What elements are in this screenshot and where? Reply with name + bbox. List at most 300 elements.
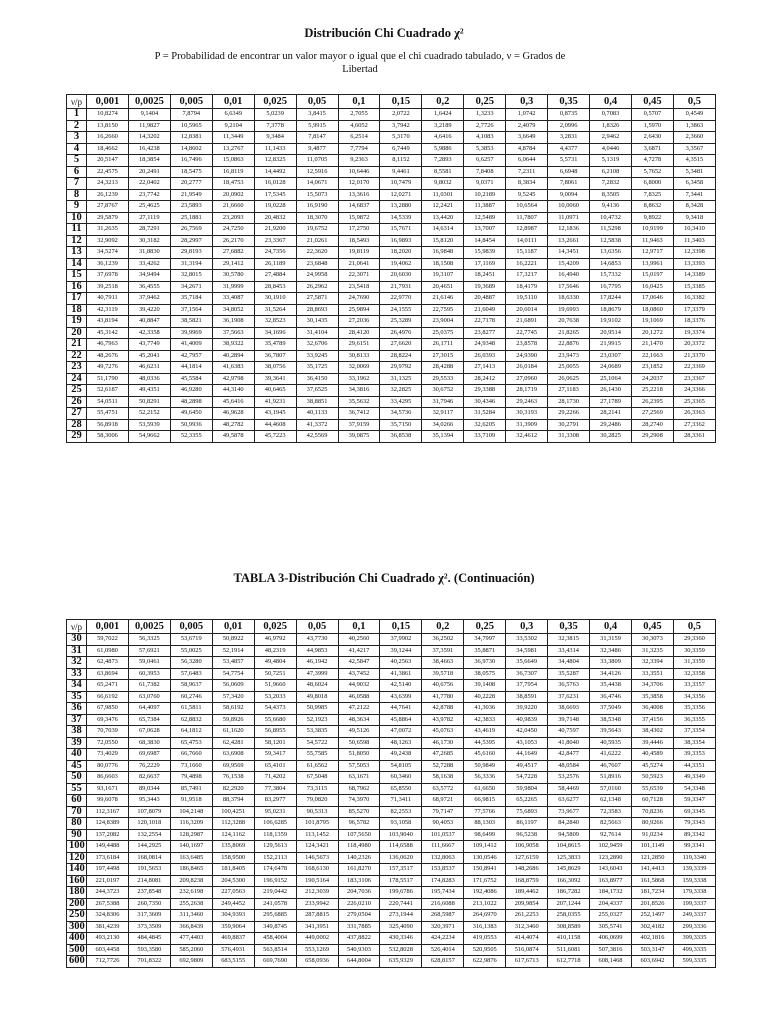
chi-square-value-cell: 42,0450 [506,726,548,738]
table-row [67,910,716,922]
chi-square-value-cell: 712,7726 [87,956,129,968]
degrees-of-freedom-cell: 27 [67,408,87,420]
chi-square-value-cell: 85,5270 [338,806,380,818]
chi-square-value-cell: 5,5731 [548,155,590,167]
chi-square-value-cell: 29,2908 [631,431,673,443]
chi-square-value-cell: 5,7652 [631,166,673,178]
chi-square-value-cell: 19,0228 [254,201,296,213]
chi-square-value-cell: 493,2130 [87,933,129,945]
chi-square-value-cell: 35,6649 [506,657,548,669]
chi-square-value-cell: 304,9393 [212,910,254,922]
chi-square-value-cell: 27,2569 [631,408,673,420]
chi-square-value-cell: 35,8871 [464,645,506,657]
chi-square-value-cell: 33,4262 [128,258,170,270]
chi-square-value-cell: 2,7055 [338,109,380,121]
chi-square-value-cell: 5,9886 [422,143,464,155]
chi-square-value-cell: 658,0936 [296,956,338,968]
chi-square-value-cell: 28,2740 [631,419,673,431]
chi-square-value-cell: 0,5707 [631,109,673,121]
chi-square-value-cell: 469,8837 [212,933,254,945]
chi-square-value-cell: 32,6205 [464,419,506,431]
chi-square-value-cell: 585,2060 [170,944,212,956]
chi-square-value-cell: 47,3999 [296,668,338,680]
chi-square-value-cell: 12,0271 [380,189,422,201]
chi-square-value-cell: 7,8794 [170,109,212,121]
chi-square-value-cell: 59,9804 [506,783,548,795]
chi-square-value-cell: 437,8822 [338,933,380,945]
chi-square-value-cell: 53,6719 [170,634,212,646]
chi-square-value-cell: 61,7382 [128,680,170,692]
chi-square-value-cell: 18,6330 [548,293,590,305]
chi-square-value-cell: 91,9518 [170,795,212,807]
header-p-value: 0,3 [506,620,548,634]
chi-square-value-cell: 103,9040 [380,829,422,841]
chi-square-value-cell: 526,4014 [422,944,464,956]
chi-square-value-cell: 141,4413 [631,864,673,876]
chi-square-value-cell: 82,6637 [128,772,170,784]
chi-square-value-cell: 40,5935 [590,737,632,749]
chi-square-value-cell: 10,3410 [673,224,715,236]
chi-square-value-cell: 37,6231 [548,691,590,703]
chi-square-value-cell: 89,0344 [128,783,170,795]
chi-square-value-cell: 34,0266 [422,419,464,431]
table-row [67,316,716,328]
chi-square-value-cell: 40,8847 [128,316,170,328]
chi-square-value-cell: 44,1649 [506,749,548,761]
chi-square-value-cell: 15,1187 [506,247,548,259]
chi-square-value-cell: 23,3367 [254,235,296,247]
chi-square-value-cell: 73,3115 [296,783,338,795]
chi-square-value-cell: 50,9985 [296,703,338,715]
chi-square-value-cell: 22,0402 [128,178,170,190]
chi-square-value-cell: 58,4469 [548,783,590,795]
chi-square-value-cell: 232,6198 [170,887,212,899]
header-p-value: 0,5 [673,95,715,109]
chi-square-value-cell: 82,5663 [590,818,632,830]
chi-square-value-cell: 28,2412 [464,373,506,385]
chi-square-value-cell: 27,3362 [673,419,715,431]
chi-square-value-cell: 12,5489 [464,212,506,224]
chi-square-value-cell: 32,2825 [380,385,422,397]
chi-square-value-cell: 35,1725 [296,362,338,374]
chi-square-value-cell: 65,2471 [87,680,129,692]
chi-square-value-cell: 42,5569 [296,431,338,443]
chi-square-value-cell: 26,0184 [506,362,548,374]
header-p-value: 0,45 [631,620,673,634]
degrees-of-freedom-cell: 17 [67,293,87,305]
chi-square-value-cell: 7,2893 [422,155,464,167]
chi-square-value-cell: 10,6446 [338,166,380,178]
chi-square-value-cell: 16,9848 [422,247,464,259]
chi-square-value-cell: 44,9853 [296,645,338,657]
chi-square-value-cell: 98,6499 [464,829,506,841]
chi-square-value-cell: 201,8526 [631,898,673,910]
chi-square-value-cell: 22,1663 [631,350,673,362]
chi-square-value-cell: 150,8941 [464,864,506,876]
header-p-value: 0,005 [170,95,212,109]
chi-square-value-cell: 23,1852 [631,362,673,374]
chi-square-value-cell: 8,3834 [506,178,548,190]
table-row [67,657,716,669]
chi-square-value-cell: 27,1413 [464,362,506,374]
chi-square-value-cell: 1,5970 [631,120,673,132]
chi-square-value-cell: 13,8150 [87,120,129,132]
chi-square-value-cell: 31,8830 [128,247,170,259]
chi-square-value-cell: 34,2671 [170,281,212,293]
chi-square-value-cell: 34,5274 [87,247,129,259]
chi-square-value-cell: 252,1497 [631,910,673,922]
chi-square-value-cell: 56,3280 [170,657,212,669]
chi-square-value-cell: 49,2438 [380,749,422,761]
chi-square-value-cell: 7,8408 [464,166,506,178]
header-p-value: 0,005 [170,620,212,634]
chi-square-value-cell: 42,9798 [212,373,254,385]
chi-square-value-cell: 15,0863 [212,155,254,167]
chi-square-value-cell: 9,8922 [631,212,673,224]
chi-square-value-cell: 58,9637 [170,680,212,692]
chi-square-value-cell: 190,5164 [296,875,338,887]
degrees-of-freedom-cell: 15 [67,270,87,282]
chi-square-value-cell: 27,1183 [548,385,590,397]
chi-square-value-cell: 104,8615 [548,841,590,853]
chi-square-value-cell: 23,9004 [422,316,464,328]
chi-square-value-cell: 48,6024 [296,680,338,692]
chi-square-value-cell: 0,8735 [548,109,590,121]
header-p-value: 0,4 [590,95,632,109]
chi-square-value-cell: 25,1881 [170,212,212,224]
chi-square-value-cell: 18,4753 [212,178,254,190]
chi-square-value-cell: 38,8851 [296,396,338,408]
chi-square-value-cell: 38,6693 [548,703,590,715]
chi-square-value-cell: 17,5345 [254,189,296,201]
degrees-of-freedom-cell: 19 [67,316,87,328]
chi-square-value-cell: 3,6871 [631,143,673,155]
chi-square-value-cell: 65,7384 [128,714,170,726]
chi-square-value-cell: 51,8916 [590,772,632,784]
chi-square-value-cell: 191,5653 [128,864,170,876]
chi-square-value-cell: 44,9032 [338,680,380,692]
chi-square-value-cell: 39,7148 [548,714,590,726]
chi-square-value-cell: 57,0160 [590,783,632,795]
chi-square-value-cell: 7,3778 [254,120,296,132]
chi-square-value-cell: 11,3403 [673,235,715,247]
chi-square-value-cell: 37,4156 [631,714,673,726]
chi-square-value-cell: 123,2890 [590,852,632,864]
chi-square-value-cell: 484,4845 [128,933,170,945]
degrees-of-freedom-cell: 26 [67,396,87,408]
chi-square-value-cell: 3,3567 [673,143,715,155]
chi-square-value-cell: 48,3634 [338,714,380,726]
chi-square-value-cell: 90,5313 [296,806,338,818]
chi-square-value-cell: 27,1789 [590,396,632,408]
header-p-value: 0,2 [422,620,464,634]
chi-square-value-cell: 82,2920 [212,783,254,795]
chi-square-value-cell: 107,8079 [128,806,170,818]
chi-square-value-cell: 168,0814 [128,852,170,864]
chi-square-value-cell: 114,6588 [380,841,422,853]
chi-square-value-cell: 5,3853 [464,143,506,155]
chi-square-value-cell: 120,1018 [128,818,170,830]
chi-square-value-cell: 166,3092 [548,875,590,887]
chi-square-value-cell: 312,3460 [506,921,548,933]
chi-square-value-cell: 104,2148 [170,806,212,818]
chi-square-value-cell: 249,3337 [673,910,715,922]
chi-square-value-cell: 7,2832 [590,178,632,190]
chi-square-value-cell: 73,9677 [548,806,590,818]
chi-square-value-cell: 39,1244 [380,645,422,657]
chi-square-value-cell: 32,9092 [87,235,129,247]
chi-square-value-cell: 23,3367 [673,373,715,385]
chi-square-value-cell: 35,3858 [631,691,673,703]
chi-square-value-cell: 6,3458 [673,178,715,190]
chi-square-value-cell: 33,3357 [673,680,715,692]
chi-square-value-cell: 28,8453 [254,281,296,293]
chi-square-value-cell: 79,7147 [422,806,464,818]
chi-square-value-cell: 11,9463 [631,235,673,247]
chi-square-value-cell: 26,1430 [590,385,632,397]
chi-square-value-cell: 72,0550 [87,737,129,749]
chi-square-value-cell: 31,3194 [170,258,212,270]
chi-square-value-cell: 7,8061 [548,178,590,190]
chi-square-value-cell: 179,3338 [673,887,715,899]
table-row [67,864,716,876]
chi-square-value-cell: 132,8063 [422,852,464,864]
chi-square-value-cell: 31,2635 [87,224,129,236]
chi-square-value-cell: 25,2218 [631,385,673,397]
table-row [67,166,716,178]
table-row [67,143,716,155]
header-p-value: 0,025 [254,620,296,634]
chi-square-value-cell: 99,3341 [673,841,715,853]
chi-square-value-cell: 31,3235 [631,645,673,657]
chi-square-value-cell: 26,2170 [212,235,254,247]
chi-square-value-cell: 32,8015 [170,270,212,282]
chi-square-value-cell: 53,4857 [212,657,254,669]
table-row [67,281,716,293]
degrees-of-freedom-cell: 13 [67,247,87,259]
degrees-of-freedom-cell: 38 [67,726,87,738]
chi-square-value-cell: 36,1239 [87,258,129,270]
chi-square-value-cell: 204,4337 [590,898,632,910]
chi-square-value-cell: 95,0231 [254,806,296,818]
chi-square-value-cell: 258,0355 [548,910,590,922]
chi-square-value-cell: 44,3140 [212,385,254,397]
chi-square-value-cell: 39,5643 [590,726,632,738]
chi-square-value-cell: 73,1660 [170,760,212,772]
chi-square-value-cell: 13,3616 [338,189,380,201]
chi-square-value-cell: 41,6383 [212,362,254,374]
chi-square-value-cell: 140,1697 [170,841,212,853]
header-p-value: 0,0025 [128,620,170,634]
chi-square-value-cell: 63,5772 [422,783,464,795]
chi-square-value-cell: 24,3366 [673,385,715,397]
table-row [67,120,716,132]
chi-square-value-cell: 9,5245 [506,189,548,201]
chi-square-value-cell: 6,6257 [464,155,506,167]
degrees-of-freedom-cell: 20 [67,327,87,339]
chi-square-value-cell: 10,0060 [548,201,590,213]
degrees-of-freedom-cell: 24 [67,373,87,385]
chi-square-value-cell: 41,9231 [254,396,296,408]
degrees-of-freedom-cell: 7 [67,178,87,190]
chi-square-value-cell: 11,3887 [464,201,506,213]
chi-square-value-cell: 69,3345 [673,806,715,818]
chi-square-value-cell: 145,8629 [548,864,590,876]
chi-square-value-cell: 221,0197 [87,875,129,887]
chi-square-value-cell: 39,4220 [128,304,170,316]
chi-square-value-cell: 18,3854 [128,155,170,167]
chi-square-value-cell: 366,8439 [170,921,212,933]
chi-square-value-cell: 14,3202 [128,132,170,144]
chi-square-value-cell: 102,9459 [590,841,632,853]
chi-square-value-cell: 106,6285 [254,818,296,830]
chi-square-value-cell: 599,3335 [673,956,715,968]
chi-square-value-cell: 21,3370 [673,350,715,362]
chi-square-value-cell: 50,6598 [338,737,380,749]
chi-square-value-cell: 56,3325 [128,634,170,646]
chi-square-value-cell: 13,3393 [673,258,715,270]
chi-square-value-cell: 26,2395 [631,396,673,408]
chi-square-value-cell: 45,2041 [128,350,170,362]
chi-square-value-cell: 18,2020 [380,247,422,259]
chi-square-value-cell: 28,8693 [296,304,338,316]
chi-square-value-cell: 36,2502 [422,634,464,646]
chi-square-value-cell: 214,8081 [128,875,170,887]
chi-square-value-cell: 54,8105 [380,760,422,772]
chi-square-value-cell: 14,8454 [464,235,506,247]
chi-square-value-cell: 25,3365 [673,396,715,408]
chi-square-value-cell: 33,4314 [548,645,590,657]
chi-square-value-cell: 34,1696 [254,327,296,339]
chi-square-value-cell: 419,0553 [464,933,506,945]
table-header-row [67,620,716,634]
chi-square-value-cell: 2,9462 [590,132,632,144]
chi-square-value-cell: 197,4498 [87,864,129,876]
chi-square-value-cell: 54,5722 [296,737,338,749]
chi-square-value-cell: 25,4625 [128,201,170,213]
chi-square-value-cell: 603,4458 [87,944,129,956]
chi-square-value-cell: 127,6159 [506,852,548,864]
table-row [67,293,716,305]
chi-square-value-cell: 7,7794 [338,143,380,155]
chi-square-value-cell: 30,3359 [673,645,715,657]
chi-square-value-cell: 31,4104 [296,327,338,339]
header-p-value: 0,15 [380,620,422,634]
header-p-value: 0,25 [464,95,506,109]
chi-square-value-cell: 57,3420 [212,691,254,703]
chi-square-value-cell: 207,1244 [548,898,590,910]
chi-square-value-cell: 255,0327 [590,910,632,922]
chi-square-value-cell: 56,8955 [254,726,296,738]
chi-square-value-cell: 40,2563 [380,657,422,669]
table-row [67,132,716,144]
chi-square-value-cell: 79,3343 [673,818,715,830]
chi-square-value-cell: 66,7660 [170,749,212,761]
chi-square-value-cell: 189,4462 [506,887,548,899]
chi-square-value-cell: 28,4120 [338,327,380,339]
chi-square-value-cell: 8,3505 [590,189,632,201]
chi-square-value-cell: 204,5300 [212,875,254,887]
chi-square-value-cell: 12,8987 [506,224,548,236]
chi-square-value-cell: 32,3394 [631,657,673,669]
chi-square-value-cell: 14,6837 [338,201,380,213]
chi-square-value-cell: 27,6620 [380,339,422,351]
chi-square-value-cell: 88,3794 [212,795,254,807]
chi-square-value-cell: 41,6222 [590,749,632,761]
chi-square-value-cell: 52,2152 [128,408,170,420]
chi-square-value-cell: 1,3863 [673,120,715,132]
chi-square-value-cell: 35,5632 [338,396,380,408]
chi-square-value-cell: 8,5581 [422,166,464,178]
chi-square-value-cell: 25,0055 [548,362,590,374]
degrees-of-freedom-cell: 180 [67,887,87,899]
chi-square-value-cell: 118,1359 [254,829,296,841]
chi-square-value-cell: 53,3835 [296,726,338,738]
chi-square-value-cell: 48,2319 [254,645,296,657]
chi-square-value-cell: 32,0069 [338,362,380,374]
chi-square-value-cell: 1,0742 [506,109,548,121]
header-p-value: 0,15 [380,95,422,109]
chi-square-value-cell: 25,3289 [380,316,422,328]
chi-square-value-cell: 227,0563 [212,887,254,899]
table-row [67,396,716,408]
header-p-value: 0,3 [506,95,548,109]
chi-square-value-cell: 38,3354 [673,737,715,749]
chi-square-value-cell: 50,5923 [631,772,673,784]
chi-square-value-cell: 57,5053 [338,760,380,772]
chi-square-value-cell: 14,0671 [296,178,338,190]
chi-square-value-cell: 159,3338 [673,875,715,887]
chi-square-value-cell: 37,5049 [590,703,632,715]
chi-square-value-cell: 31,5284 [464,408,506,420]
chi-square-value-cell: 152,2113 [254,852,296,864]
header-p-value: 0,45 [631,95,673,109]
chi-square-value-cell: 40,7597 [548,726,590,738]
chi-square-value-cell: 50,7251 [254,668,296,680]
chi-square-value-cell: 124,1162 [212,829,254,841]
degrees-of-freedom-cell: 400 [67,933,87,945]
chi-square-value-cell: 11,7807 [506,212,548,224]
chi-square-value-cell: 173,6184 [87,852,129,864]
chi-square-value-cell: 38,9322 [212,339,254,351]
chi-square-value-cell: 62,4873 [87,657,129,669]
chi-square-value-cell: 399,3335 [673,933,715,945]
chi-square-value-cell: 24,9390 [506,350,548,362]
chi-square-value-cell: 90,4053 [422,818,464,830]
chi-square-value-cell: 41,4217 [338,645,380,657]
chi-square-value-cell: 11,3449 [212,132,254,144]
table-row [67,772,716,784]
degrees-of-freedom-cell: 3 [67,132,87,144]
chi-square-value-cell: 21,7931 [380,281,422,293]
chi-square-value-cell: 7,3441 [673,189,715,201]
chi-square-value-cell: 112,3167 [87,806,129,818]
chi-square-value-cell: 24,0689 [590,362,632,374]
chi-square-value-cell: 61,6562 [296,760,338,772]
chi-square-value-cell: 181,7234 [631,887,673,899]
chi-square-value-cell: 15,9872 [338,212,380,224]
chi-square-value-cell: 3,2189 [422,120,464,132]
chi-square-value-cell: 316,1383 [464,921,506,933]
chi-square-value-cell: 35,4438 [590,680,632,692]
degrees-of-freedom-cell: 10 [67,212,87,224]
chi-square-value-cell: 17,0646 [631,293,673,305]
chi-square-value-cell: 137,2082 [87,829,129,841]
chi-square-value-cell: 3,6649 [506,132,548,144]
chi-square-value-cell: 40,2894 [212,350,254,362]
chi-square-value-cell: 79,0820 [296,795,338,807]
chi-square-value-cell: 22,7178 [464,316,506,328]
